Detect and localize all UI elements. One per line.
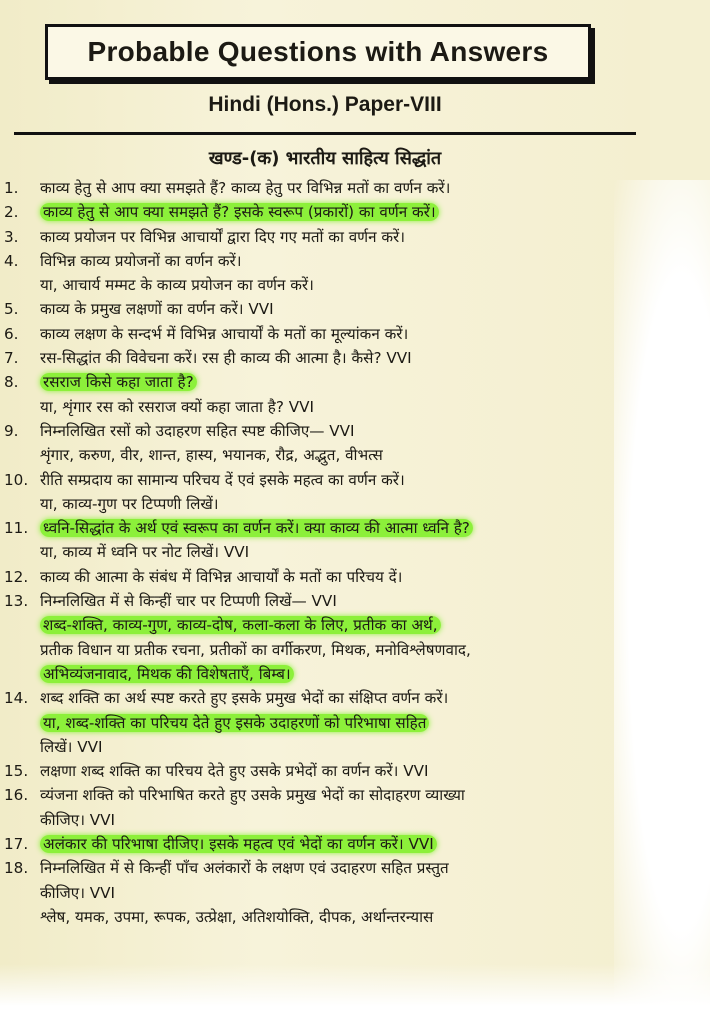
highlighted-text: रसराज किसे कहा जाता है? (40, 373, 197, 391)
question-text-span: काव्य प्रयोजन पर विभिन्न आचार्यों द्वारा दिए गए मतों का वर्णन करें। (40, 227, 406, 246)
question-text-span: रस-सिद्धांत की विवेचना करें। रस ही काव्य की आत्मा है। कैसे? VVI (40, 349, 412, 368)
question-text (40, 613, 624, 637)
section-heading: खण्ड-(क) भारतीय साहित्य सिद्धांत (208, 148, 442, 169)
question-text (40, 832, 624, 856)
question-text (40, 686, 624, 710)
question-row (4, 540, 624, 564)
question-number: 6. (4, 324, 19, 343)
question-text-span: शृंगार, करुण, वीर, शान्त, हास्य, भयानक, रौद्र, अद्भुत, वीभत्स (40, 446, 383, 465)
question-row (4, 905, 624, 929)
question-text (40, 565, 624, 589)
question-text (40, 808, 624, 832)
question-number (4, 808, 40, 832)
highlighted-text: अलंकार की परिभाषा दीजिए। इसके महत्व एवं भेदों का वर्णन करें। VVI (40, 835, 437, 853)
question-number: 8. (4, 373, 19, 392)
question-row (4, 735, 624, 759)
question-text-span: प्रतीक विधान या प्रतीक रचना, प्रतीकों का वर्गीकरण, मिथक, मनोविश्लेषणवाद, (40, 640, 471, 659)
question-text-span: विभिन्न काव्य प्रयोजनों का वर्णन करें। (40, 251, 242, 270)
highlighted-text: अभिव्यंजनावाद, मिथक की विशेषताएँ, बिम्ब। (40, 665, 294, 683)
question-number: 13. (4, 592, 29, 611)
question-text-span: निम्नलिखित में से किन्हीं पाँच अलंकारों के लक्षण एवं उदाहरण सहित प्रस्तुत (40, 859, 449, 878)
question-number: 4. (4, 251, 19, 270)
question-text (40, 443, 624, 467)
question-text-span: कीजिए। VVI (40, 883, 116, 902)
question-number: 2. (4, 203, 19, 222)
question-text (40, 297, 624, 321)
divider-rule (14, 132, 636, 135)
question-text (40, 200, 624, 224)
question-number: 15. (4, 762, 29, 781)
question-text-span: लिखें। VVI (40, 737, 103, 756)
question-row (4, 468, 624, 492)
question-number (4, 613, 40, 637)
question-text-span: कीजिए। VVI (40, 810, 116, 829)
paper-subtitle: Hindi (Hons.) Paper-VIII (208, 93, 442, 116)
question-row (4, 686, 624, 710)
question-text-span: या, आचार्य मम्मट के काव्य प्रयोजन का वर्णन करें। (40, 276, 314, 295)
question-text (40, 273, 624, 297)
question-number: 14. (4, 689, 29, 708)
question-row (4, 370, 624, 394)
highlighted-text: या, शब्द-शक्ति का परिचय देते हुए इसके उदाहरणों को परिभाषा सहित (40, 714, 429, 732)
question-row (4, 322, 624, 346)
question-text-span: व्यंजना शक्ति को परिभाषित करते हुए उसके प्रमुख भेदों का सोदाहरण व्याख्या (40, 786, 465, 805)
question-number (4, 443, 40, 467)
question-number (4, 395, 40, 419)
question-row (4, 856, 624, 880)
question-row (4, 492, 624, 516)
question-row (4, 662, 624, 686)
question-text (40, 370, 624, 394)
question-row (4, 516, 624, 540)
question-row (4, 832, 624, 856)
question-text (40, 881, 624, 905)
question-text-span: या, शृंगार रस को रसराज क्यों कहा जाता है? VVI (40, 397, 314, 416)
question-row (4, 613, 624, 637)
question-row (4, 249, 624, 273)
question-row (4, 273, 624, 297)
question-text (40, 322, 624, 346)
question-row (4, 808, 624, 832)
question-number (4, 540, 40, 564)
question-text (40, 856, 624, 880)
question-number: 1. (4, 179, 19, 197)
question-row (4, 565, 624, 589)
question-text-span: काव्य हेतु से आप क्या समझते हैं? काव्य हेतु पर विभिन्न मतों का वर्णन करें। (40, 179, 451, 197)
question-text (40, 492, 624, 516)
question-number: 9. (4, 421, 19, 440)
question-number (4, 273, 40, 297)
question-list (4, 176, 624, 929)
question-number (4, 711, 40, 735)
question-row (4, 297, 624, 321)
question-text-span: निम्नलिखित में से किन्हीं चार पर टिप्पणी लिखें— VVI (40, 592, 337, 611)
question-text (40, 225, 624, 249)
question-number: 17. (4, 835, 29, 854)
question-number (4, 638, 40, 662)
highlighted-text: काव्य हेतु से आप क्या समझते हैं? इसके स्वरूप (प्रकारों) का वर्णन करें। (40, 203, 439, 221)
question-text-span: श्लेष, यमक, उपमा, रूपक, उत्प्रेक्षा, अतिशयोक्ति, दीपक, अर्थान्तरन्यास (40, 907, 434, 926)
question-number: 5. (4, 300, 19, 319)
question-text (40, 516, 624, 540)
question-row (4, 759, 624, 783)
question-row (4, 443, 624, 467)
question-number (4, 662, 40, 686)
question-text (40, 783, 624, 807)
question-text (40, 346, 624, 370)
question-row (4, 419, 624, 443)
question-text-span: शब्द शक्ति का अर्थ स्पष्ट करते हुए इसके प्रमुख भेदों का संक्षिप्त वर्णन करें। (40, 689, 449, 708)
question-text-span: काव्य की आत्मा के संबंध में विभिन्न आचार्यों के मतों का परिचय दें। (40, 567, 403, 586)
question-text (40, 759, 624, 783)
question-text-span: निम्नलिखित रसों को उदाहरण सहित स्पष्ट कीजिए— VVI (40, 421, 355, 440)
question-row (4, 589, 624, 613)
question-number: 16. (4, 786, 29, 805)
question-text (40, 735, 624, 759)
question-text-span: या, काव्य-गुण पर टिप्पणी लिखें। (40, 494, 219, 513)
question-number: 18. (4, 859, 29, 878)
question-text-span: या, काव्य में ध्वनि पर नोट लिखें। VVI (40, 543, 250, 562)
question-number: 12. (4, 567, 29, 586)
white-overlay (614, 180, 710, 1024)
highlighted-text: शब्द-शक्ति, काव्य-गुण, काव्य-दोष, कला-कला के लिए, प्रतीक का अर्थ, (40, 616, 441, 634)
question-row (4, 881, 624, 905)
question-text (40, 419, 624, 443)
highlighted-text: ध्वनि-सिद्धांत के अर्थ एवं स्वरूप का वर्णन करें। क्या काव्य की आत्मा ध्वनि है? (40, 519, 473, 537)
question-row (4, 225, 624, 249)
question-text-span: काव्य के प्रमुख लक्षणों का वर्णन करें। VVI (40, 300, 274, 319)
question-number: 11. (4, 519, 29, 538)
question-number: 7. (4, 349, 19, 368)
question-text (40, 176, 624, 200)
question-row (4, 783, 624, 807)
question-number (4, 905, 40, 929)
question-text (40, 395, 624, 419)
question-row (4, 200, 624, 224)
question-row (4, 638, 624, 662)
question-text (40, 249, 624, 273)
page-title: Probable Questions with Answers (45, 24, 591, 80)
question-row (4, 346, 624, 370)
question-number (4, 492, 40, 516)
question-number (4, 881, 40, 905)
question-text-span: लक्षणा शब्द शक्ति का परिचय देते हुए उसके प्रभेदों का वर्णन करें। VVI (40, 762, 429, 781)
question-text (40, 638, 624, 662)
white-overlay-bottom (0, 964, 710, 1024)
question-text-span: काव्य लक्षण के सन्दर्भ में विभिन्न आचार्यों के मतों का मूल्यांकन करें। (40, 324, 409, 343)
question-text (40, 589, 624, 613)
question-row (4, 395, 624, 419)
question-number: 10. (4, 470, 29, 489)
question-text (40, 711, 624, 735)
question-text (40, 905, 624, 929)
question-row (4, 711, 624, 735)
question-text-span: रीति सम्प्रदाय का सामान्य परिचय दें एवं इसके महत्व का वर्णन करें। (40, 470, 405, 489)
question-number: 3. (4, 227, 19, 246)
question-text (40, 540, 624, 564)
question-text (40, 662, 624, 686)
question-text (40, 468, 624, 492)
question-number (4, 735, 40, 759)
question-row (4, 176, 624, 200)
